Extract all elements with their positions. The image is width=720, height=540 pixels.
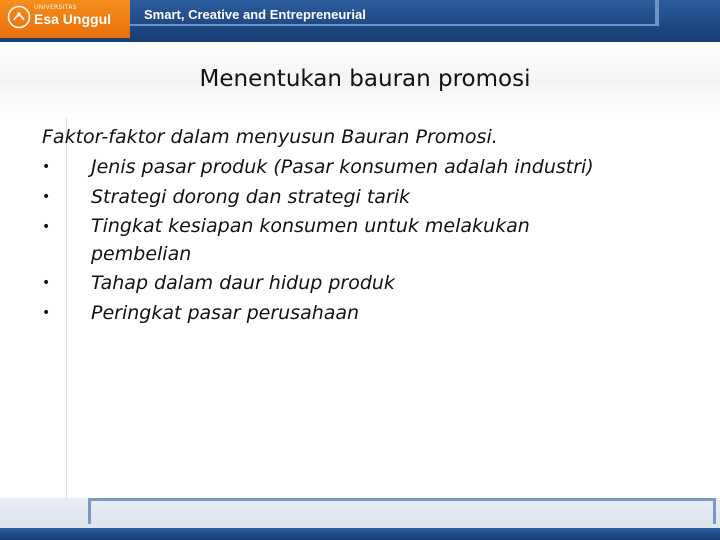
university-logo (0, 0, 130, 38)
bullet-marker: • (42, 219, 51, 235)
bullet-item (42, 182, 712, 212)
footer-frame-line (88, 498, 716, 524)
bullet-item (42, 268, 712, 298)
slide-content (42, 122, 712, 328)
bullet-item (42, 212, 712, 268)
header-bar (0, 0, 720, 42)
header-accent-line (130, 24, 659, 26)
slide-title: Menentukan bauran promosi (199, 66, 531, 92)
footer-bar (0, 528, 720, 540)
bullet-text: Jenis pasar produk (Pasar konsumen adalah industri) (91, 156, 594, 178)
logo-university-label: UNIVERSITAS (34, 4, 77, 11)
bullet-marker: • (42, 305, 51, 321)
bullet-marker: • (42, 159, 51, 175)
bullet-text: Peringkat pasar perusahaan (91, 302, 360, 324)
bullet-text: Strategi dorong dan strategi tarik (91, 186, 411, 208)
bullet-item (42, 152, 712, 182)
bullet-item (42, 298, 712, 328)
header-accent-line-vertical (655, 0, 659, 24)
bullet-marker: • (42, 275, 51, 291)
logo-university-name: Esa Unggul (34, 11, 112, 27)
bullet-text: Tahap dalam daur hidup produk (91, 272, 395, 294)
bullet-marker: • (42, 189, 51, 205)
intro-text: Faktor-faktor dalam menyusun Bauran Promosi. (42, 126, 498, 148)
university-emblem-icon (7, 5, 31, 29)
header-tagline: Smart, Creative and Entrepreneurial (144, 7, 366, 22)
bullet-text: Tingkat kesiapan konsumen untuk melakukan pembelian (91, 215, 530, 265)
